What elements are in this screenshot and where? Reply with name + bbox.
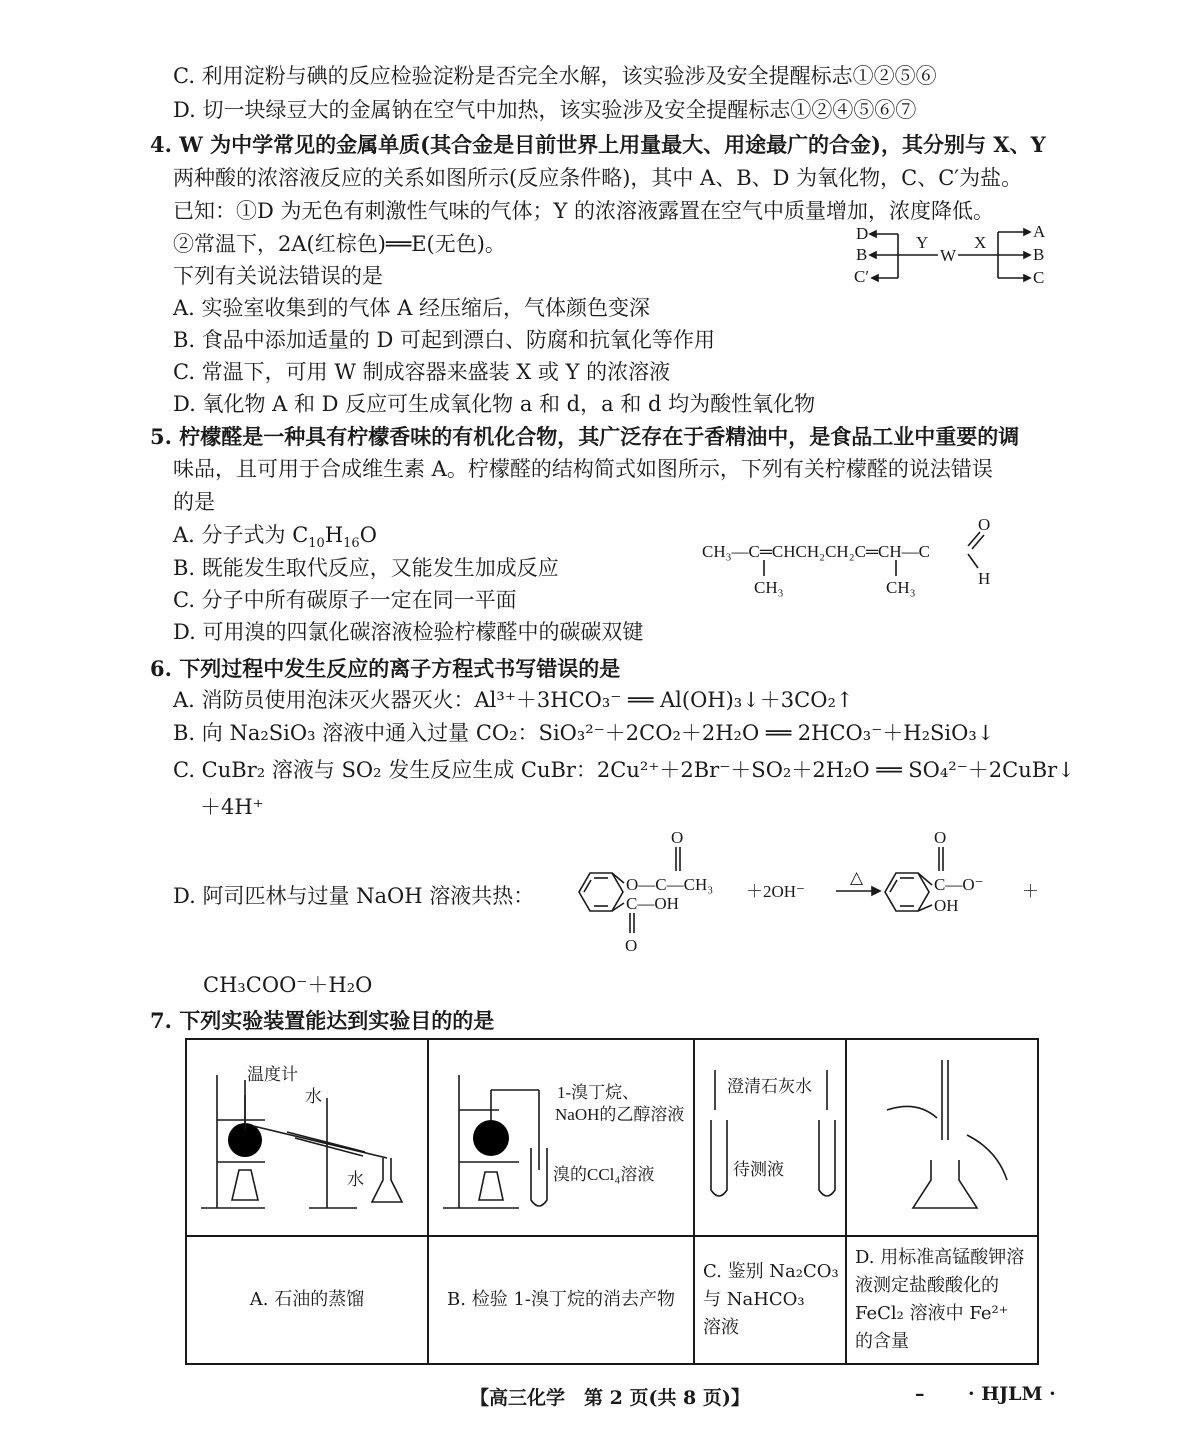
footer-code: · HJLM · xyxy=(968,1383,1056,1405)
caption-c-line1: C. 鉴别 Na₂CO₃ xyxy=(703,1261,839,1283)
label-water-in: 水 xyxy=(305,1087,322,1106)
test-tube-apparatus xyxy=(695,1040,845,1230)
q5-stem-2: 味品，且可用于合成维生素 A。柠檬醛的结构简式如图所示，下列有关柠檬醛的说法错误 xyxy=(173,457,993,481)
label-thermometer: 温度计 xyxy=(247,1065,298,1084)
q7-experiment-table xyxy=(185,1038,1039,1365)
label-limewater: 澄清石灰水 xyxy=(727,1077,812,1096)
q5-stem-3: 的是 xyxy=(173,490,215,514)
caption-d-cell xyxy=(846,1236,1038,1364)
q4-stem-4: ②常温下，2A(红棕色)══E(无色)。 xyxy=(173,232,506,256)
diag-c-prime: C′ xyxy=(854,267,870,286)
caption-c-cell xyxy=(694,1236,846,1364)
q4-option-a: A. 实验室收集到的气体 A 经压缩后，气体颜色变深 xyxy=(173,296,651,320)
caption-d-line4: 的含量 xyxy=(855,1330,909,1352)
q6-option-d-label: D. 阿司匹林与过量 NaOH 溶液共热： xyxy=(173,884,535,908)
page-footer: 【高三化学 第 2 页(共 8 页)】 xyxy=(470,1387,750,1409)
diag-b: B xyxy=(856,245,868,264)
label-bromobutane: 1-溴丁烷、 xyxy=(557,1083,640,1102)
diag-d: D xyxy=(856,224,869,243)
q4-relation-diagram xyxy=(850,220,1050,290)
diag-b2: B xyxy=(1033,245,1045,264)
q4-stem-3: 已知：①D 为无色有刺激性气味的气体；Y 的浓溶液露置在空气中质量增加，浓度降低。 xyxy=(173,199,995,223)
reaction-plus: ＋ xyxy=(1022,882,1039,901)
aspirin-cooh: C—OH xyxy=(626,894,679,913)
diag-c: C xyxy=(1033,268,1045,287)
apparatus-c-cell xyxy=(694,1039,846,1236)
elimination-apparatus xyxy=(429,1040,693,1230)
q6-option-c-line2: ＋4H⁺ xyxy=(200,795,264,819)
citral-h: H xyxy=(978,569,991,588)
diag-x: X xyxy=(974,233,987,252)
caption-d-line3: FeCl₂ 溶液中 Fe²⁺ xyxy=(855,1303,1009,1324)
product-oh: OH xyxy=(934,896,959,915)
apparatus-d-cell xyxy=(846,1039,1038,1236)
caption-b: B. 检验 1-溴丁烷的消去产物 xyxy=(447,1289,675,1311)
q6-stem: 6. 下列过程中发生反应的离子方程式书写错误的是 xyxy=(150,656,621,681)
distillation-apparatus xyxy=(187,1040,427,1230)
diag-a: A xyxy=(1033,222,1046,241)
q5-option-c: C. 分子中所有碳原子一定在同一平面 xyxy=(173,588,517,612)
q4-option-d: D. 氧化物 A 和 D 反应可生成氧化物 a 和 d，a 和 d 均为酸性氧化物 xyxy=(173,392,816,416)
q5-option-d: D. 可用溴的四氯化碳溶液检验柠檬醛中的碳碳双键 xyxy=(173,620,644,644)
label-naoh-ethanol: NaOH的乙醇溶液 xyxy=(555,1105,685,1124)
aspirin-delta: △ xyxy=(850,868,864,887)
label-test-solution: 待测液 xyxy=(733,1160,784,1179)
q4-option-c: C. 常温下，可用 W 制成容器来盛装 X 或 Y 的浓溶液 xyxy=(173,360,671,384)
aspirin-reaction xyxy=(560,825,1060,965)
label-water-out: 水 xyxy=(347,1170,364,1189)
apparatus-b-cell xyxy=(428,1039,694,1236)
q4-stem-2: 两种酸的浓溶液反应的关系如图所示(反应条件略)，其中 A、B、D 为氧化物，C、C′为盐。 xyxy=(173,166,1023,190)
product-carboxylate: C—O⁻ xyxy=(934,875,984,894)
caption-a-cell xyxy=(186,1236,428,1364)
apparatus-a-cell xyxy=(186,1039,428,1236)
product-o-top: O xyxy=(934,828,947,847)
q6-option-d-tail: CH₃COO⁻＋H₂O xyxy=(203,973,373,997)
citral-ch3-b: CH₃ xyxy=(886,578,916,597)
q6-option-a: A. 消防员使用泡沫灭火器灭火：Al³⁺＋3HCO₃⁻ ══ Al(OH)₃↓＋3CO₂↑ xyxy=(173,688,854,712)
q6-option-b: B. 向 Na₂SiO₃ 溶液中通入过量 CO₂：SiO₃²⁻＋2CO₂＋2H₂O ══ 2HCO₃⁻＋H₂SiO₃↓ xyxy=(173,721,995,745)
aspirin-chain: O—C—CH₃ xyxy=(626,875,714,894)
caption-d-line2: 液测定盐酸酸化的 xyxy=(855,1275,999,1297)
q3-option-d: D. 切一块绿豆大的金属钠在空气中加热，该实验涉及安全提醒标志①②④⑤⑥⑦ xyxy=(173,98,917,122)
q3-option-c: C. 利用淀粉与碘的反应检验淀粉是否完全水解，该实验涉及安全提醒标志①②⑤⑥ xyxy=(173,64,937,88)
q6-option-c-line1: C. CuBr₂ 溶液与 SO₂ 发生反应生成 CuBr：2Cu²⁺＋2Br⁻＋SO₂＋2H₂O ══ SO₄²⁻＋2CuBr↓ xyxy=(173,758,1075,782)
label-bromine-ccl4: 溴的CCl₄溶液 xyxy=(553,1165,655,1184)
caption-c-line3: 溶液 xyxy=(703,1316,739,1338)
q5-option-a: A. 分子式为 $C_{10}H_{16}O$ xyxy=(173,523,377,552)
aspirin-o-bottom: O xyxy=(625,936,638,955)
caption-d-line1: D. 用标准高锰酸钾溶 xyxy=(855,1247,1025,1269)
citral-structure xyxy=(700,512,1010,604)
caption-a: A. 石油的蒸馏 xyxy=(249,1289,365,1311)
q5-stem-1: 5. 柠檬醛是一种具有柠檬香味的有机化合物，其广泛存在于香精油中，是食品工业中重要的调 xyxy=(150,424,1020,449)
aspirin-o-top: O xyxy=(671,828,684,847)
q7-stem: 7. 下列实验装置能达到实验目的的是 xyxy=(150,1008,495,1033)
q4-stem-1: 4. W 为中学常见的金属单质(其合金是目前世界上用量最大、用途最广的合金)，其分别与 X、Y xyxy=(150,132,1046,157)
caption-c-line2: 与 NaHCO₃ xyxy=(703,1289,805,1311)
diag-w: W xyxy=(940,246,957,265)
aspirin-plus-oh: ＋2OH⁻ xyxy=(746,882,806,901)
titration-apparatus xyxy=(847,1040,1037,1230)
q4-option-b: B. 食品中添加适量的 D 可起到漂白、防腐和抗氧化等作用 xyxy=(173,328,715,352)
caption-b-cell xyxy=(428,1236,694,1364)
citral-ch3-a: CH₃ xyxy=(754,578,784,597)
citral-o: O xyxy=(978,515,991,534)
footer-dash: – xyxy=(915,1383,925,1405)
q4-stem-5: 下列有关说法错误的是 xyxy=(173,264,383,288)
citral-main-chain: CH₃—C═CHCH₂CH₂C═CH—C xyxy=(702,542,930,561)
q5-option-b: B. 既能发生取代反应，又能发生加成反应 xyxy=(173,556,559,580)
diag-y: Y xyxy=(916,233,929,252)
